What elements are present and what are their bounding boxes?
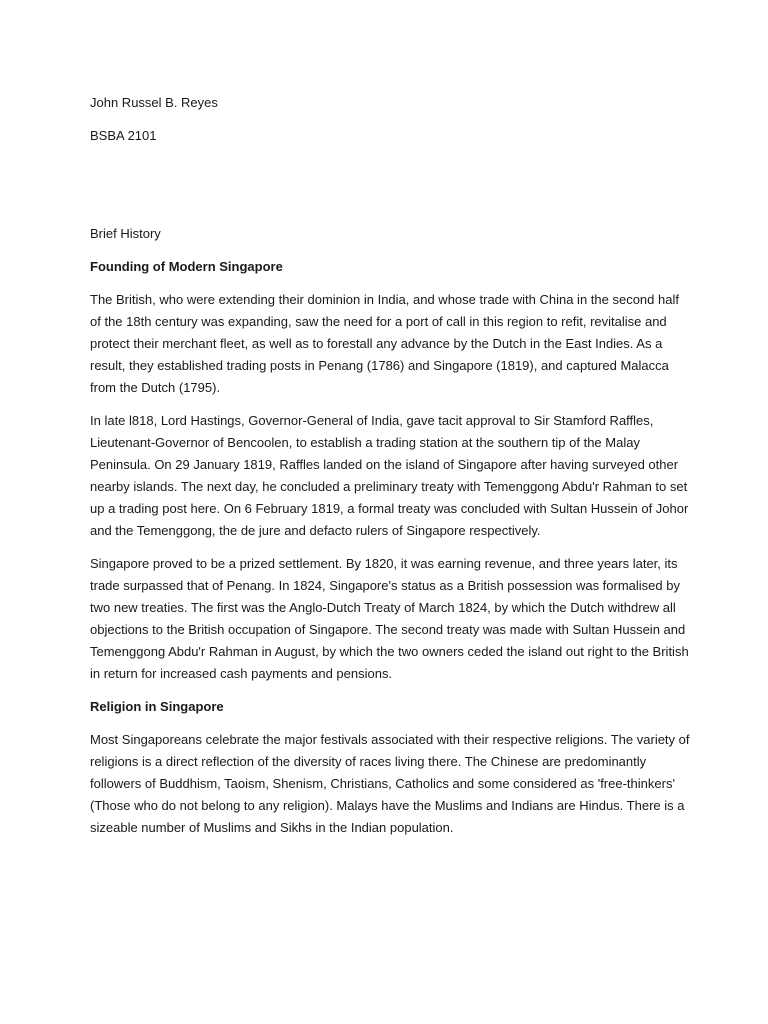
section-heading-religion: Religion in Singapore — [90, 699, 224, 714]
paragraph-founding-2: In late l818, Lord Hastings, Governor-General of India, gave tacit approval to Sir Stamford Raffles, Lieutenant-Governor of Bencoolen, to establish a trading station at the southern tip of the Malay Peninsula. On 29 January 1819, Raffles landed on the island of Singapore after having surveyed other nearby islands. The next day, he concluded a preliminary treaty with Temenggong Abdu'r Rahman to set up a trading post here. On 6 February 1819, a formal treaty was concluded with Sultan Hussein of Johor and the Temenggong, the de jure and defacto rulers of Singapore respectively. — [90, 413, 689, 538]
paragraph-founding-3: Singapore proved to be a prized settlement. By 1820, it was earning revenue, and three years later, its trade surpassed that of Penang. In 1824, Singapore's status as a British possession was formalised by two new treaties. The first was the Anglo-Dutch Treaty of March 1824, by which the Dutch withdrew all objections to the British occupation of Singapore. The second treaty was made with Sultan Hussein and Temenggong Abdu'r Rahman in August, by which the two owners ceded the island out right to the British in return for increased cash payments and pensions. — [90, 556, 689, 681]
paragraph-religion-1: Most Singaporeans celebrate the major festivals associated with their respective religions. The variety of religions is a direct reflection of the diversity of races living there. The Chinese are predominantly followers of Buddhism, Taoism, Shenism, Christians, Catholics and some considered as 'free-thinkers' (Those who do not belong to any religion). Malays have the Muslims and Indians are Hindus. There is a sizeable number of Muslims and Sikhs in the Indian population. — [90, 732, 690, 835]
document-page — [90, 92, 690, 850]
course-code: BSBA 2101 — [90, 128, 157, 143]
section-heading-founding: Founding of Modern Singapore — [90, 259, 283, 274]
paragraph-founding-1: The British, who were extending their dominion in India, and whose trade with China in the second half of the 18th century was expanding, saw the need for a port of call in this region to refit, revitalise and protect their merchant fleet, as well as to forestall any advance by the Dutch in the East Indies. As a result, they established trading posts in Penang (1786) and Singapore (1819), and captured Malacca from the Dutch (1795). — [90, 292, 679, 395]
brief-history-label: Brief History — [90, 226, 161, 241]
author-name: John Russel B. Reyes — [90, 95, 218, 110]
